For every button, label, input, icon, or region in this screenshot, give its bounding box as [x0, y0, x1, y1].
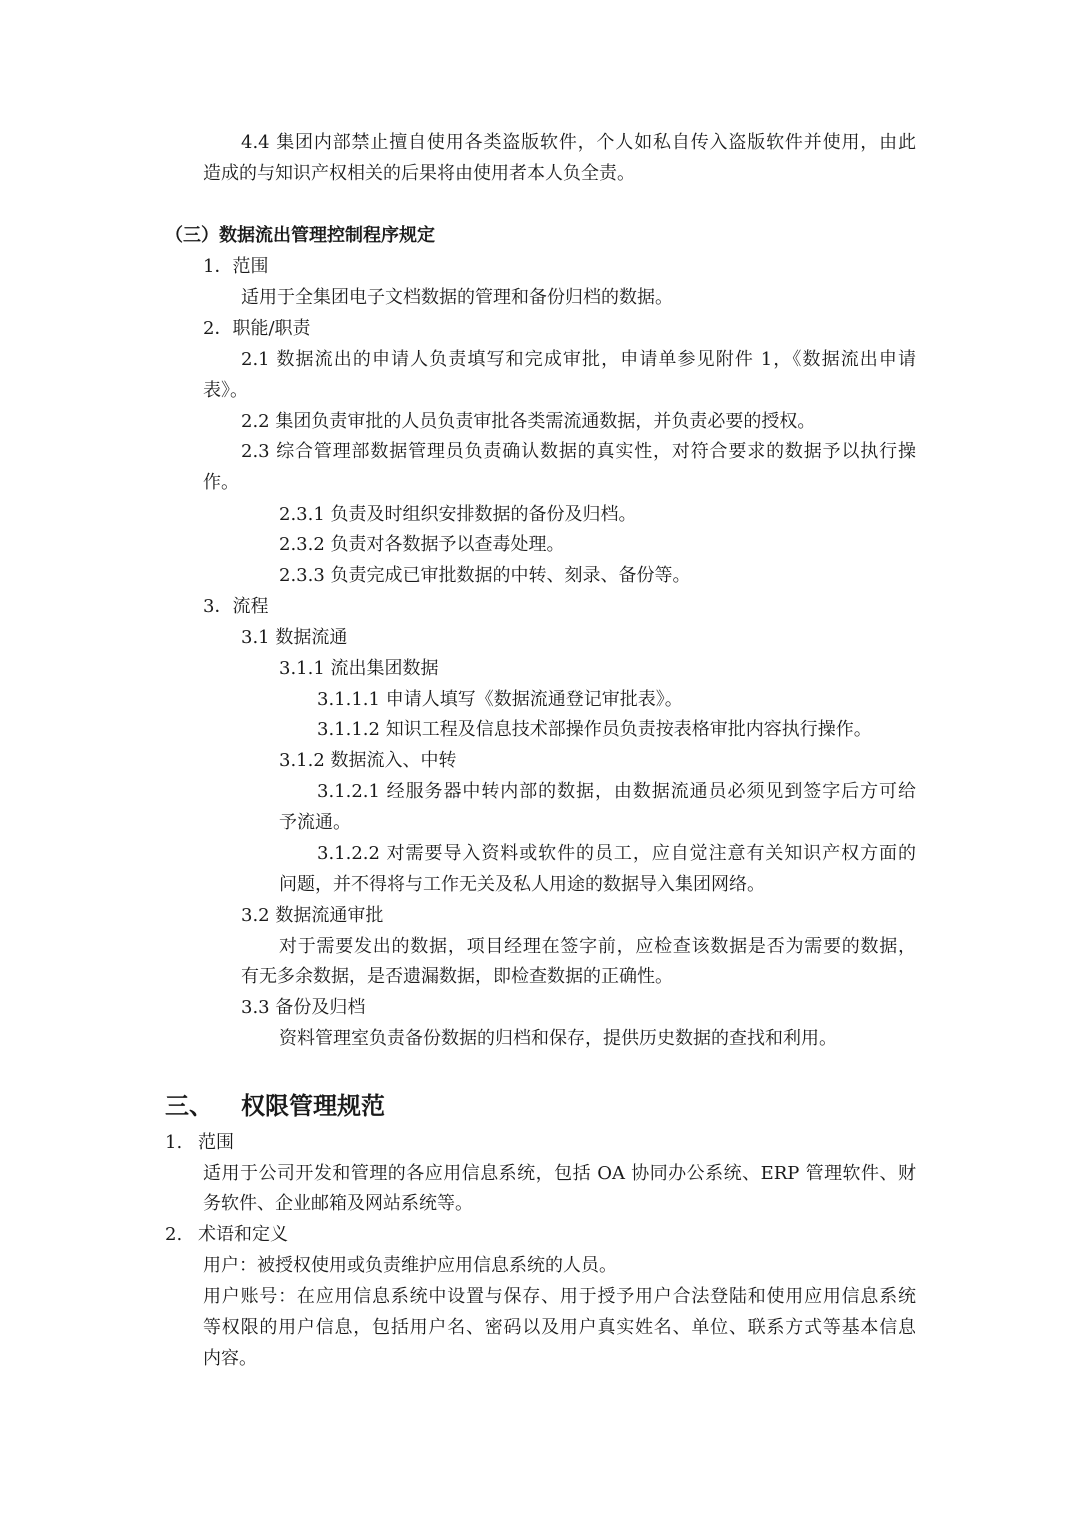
scope-text: 适用于全集团电子文档数据的管理和备份归档的数据。	[241, 287, 673, 308]
flow-3-2: 3.2 数据流通审批	[241, 905, 384, 926]
flow-3-1-2-1-line-1: 3.1.2.1 经服务器中转内部的数据，由数据流通员必须见到签字后方可给	[317, 781, 916, 802]
chapter-title: 权限管理规范	[241, 1091, 385, 1120]
paragraph-4-4-line-1: 4.4 集团内部禁止擅自使用各类盗版软件，个人如私自传入盗版软件并使用，由此	[241, 132, 916, 153]
scope-heading: 1．范围	[203, 256, 269, 277]
flow-3-1-2-1-line-2: 予流通。	[279, 812, 351, 833]
duty-2-3-1: 2.3.1 负责及时组织安排数据的备份及归档。	[279, 504, 637, 525]
item-1-heading: 范围	[198, 1132, 234, 1153]
flow-3-2-line-1: 对于需要发出的数据，项目经理在签字前，应检查该数据是否为需要的数据，	[279, 936, 916, 957]
duty-heading: 2．职能/职责	[203, 318, 311, 339]
duty-2-1-line-2: 表》。	[203, 380, 248, 401]
flow-3-3: 3.3 备份及归档	[241, 997, 366, 1018]
duty-2-2: 2.2 集团负责审批的人员负责审批各类需流通数据，并负责必要的授权。	[241, 411, 816, 432]
flow-3-2-line-2: 有无多余数据，是否遗漏数据，即检查数据的正确性。	[241, 966, 673, 987]
flow-3-1: 3.1 数据流通	[241, 627, 348, 648]
paragraph-4-4-line-2: 造成的与知识产权相关的后果将由使用者本人负全责。	[203, 163, 635, 184]
item-2-number: 2.	[165, 1224, 183, 1245]
flow-3-1-2: 3.1.2 数据流入、中转	[279, 750, 457, 771]
item-1-number: 1.	[165, 1132, 183, 1153]
account-definition-line-1: 用户账号：在应用信息系统中设置与保存、用于授予用户合法登陆和使用应用信息系统	[203, 1286, 916, 1307]
duty-2-1-line-1: 2.1 数据流出的申请人负责填写和完成审批，申请单参见附件 1，《数据流出申请	[241, 349, 916, 370]
flow-3-1-2-2-line-1: 3.1.2.2 对需要导入资料或软件的员工，应自觉注意有关知识产权方面的	[317, 843, 916, 864]
section-title: （三）数据流出管理控制程序规定	[165, 225, 435, 246]
duty-2-3-line-2: 作。	[203, 472, 239, 493]
item-1-line-1: 适用于公司开发和管理的各应用信息系统，包括 OA 协同办公系统、ERP 管理软件、财	[203, 1163, 916, 1184]
flow-3-1-2-2-line-2: 问题，并不得将与工作无关及私人用途的数据导入集团网络。	[279, 874, 765, 895]
flow-3-3-text: 资料管理室负责备份数据的归档和保存，提供历史数据的查找和利用。	[279, 1028, 837, 1049]
duty-2-3-line-1: 2.3 综合管理部数据管理员负责确认数据的真实性，对符合要求的数据予以执行操	[241, 441, 916, 462]
duty-2-3-3: 2.3.3 负责完成已审批数据的中转、刻录、备份等。	[279, 565, 691, 586]
account-definition-line-3: 内容。	[203, 1348, 257, 1369]
item-2-heading: 术语和定义	[198, 1224, 288, 1245]
duty-2-3-2: 2.3.2 负责对各数据予以查毒处理。	[279, 534, 565, 555]
account-definition-line-2: 等权限的用户信息，包括用户名、密码以及用户真实姓名、单位、联系方式等基本信息	[203, 1317, 916, 1338]
flow-heading: 3．流程	[203, 596, 269, 617]
user-definition: 用户：被授权使用或负责维护应用信息系统的人员。	[203, 1255, 617, 1276]
flow-3-1-1-2: 3.1.1.2 知识工程及信息技术部操作员负责按表格审批内容执行操作。	[317, 719, 872, 740]
chapter-number: 三、	[165, 1091, 213, 1120]
item-1-line-2: 务软件、企业邮箱及网站系统等。	[203, 1193, 473, 1214]
flow-3-1-1: 3.1.1 流出集团数据	[279, 658, 439, 679]
flow-3-1-1-1: 3.1.1.1 申请人填写《数据流通登记审批表》。	[317, 689, 683, 710]
